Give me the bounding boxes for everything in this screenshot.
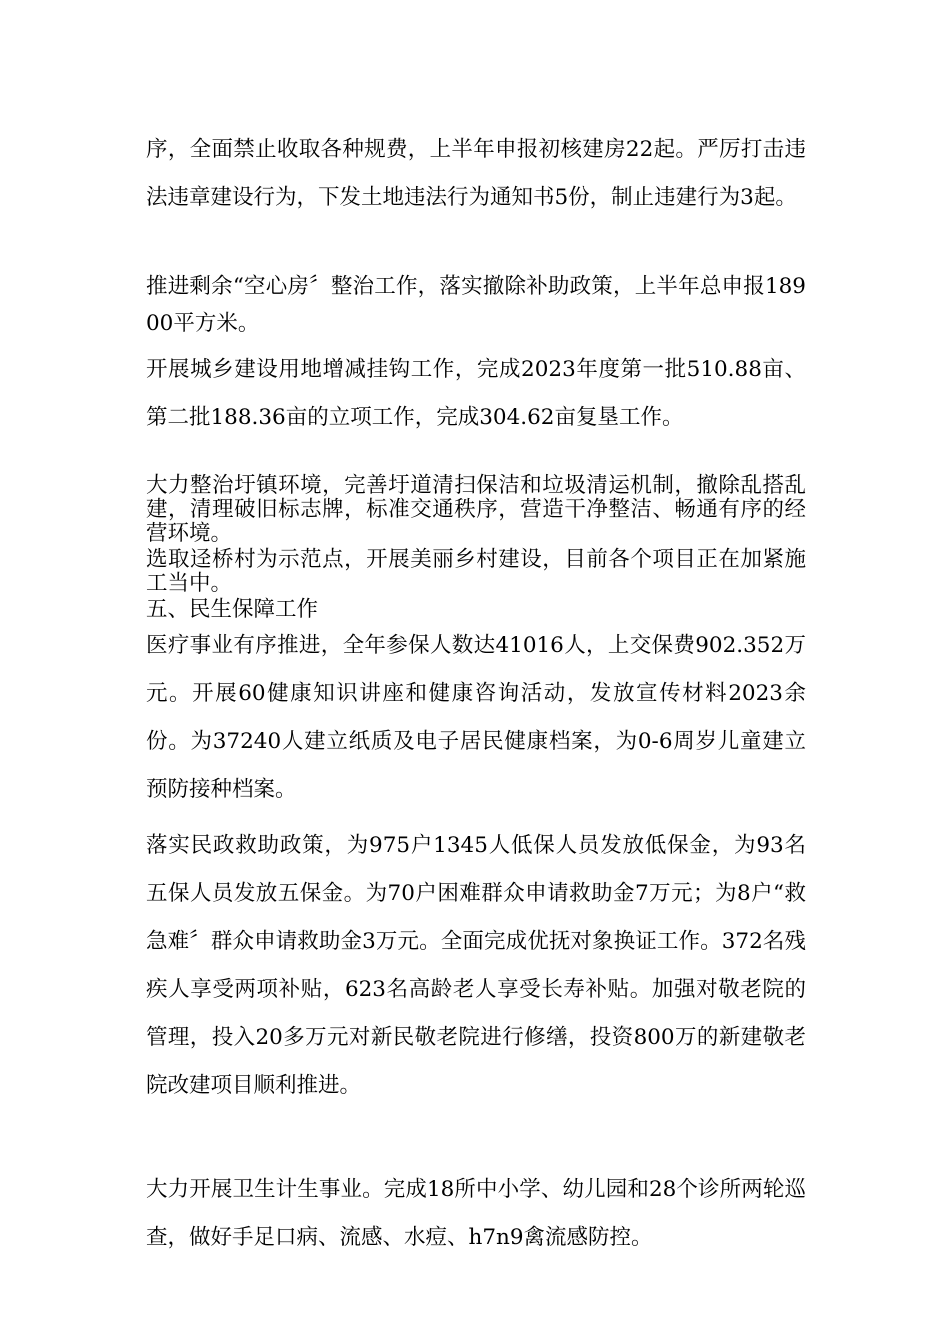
paragraph-land-linkage: 开展城乡建设用地增减挂钩工作，完成2023年度第一批510.88亩、第二批188.36亩的立项工作，完成304.62亩复垦工作。 bbox=[146, 357, 806, 430]
paragraph-land-fees: 序，全面禁止收取各种规费，上半年申报初核建房22起。严厉打击违法违章建设行为，下发土地违法行为通知书5份，制止违建行为3起。 bbox=[146, 137, 806, 210]
section-heading-livelihood: 五、民生保障工作 bbox=[146, 597, 319, 622]
paragraph-town-environment: 大力整治圩镇环境，完善圩道清扫保洁和垃圾清运机制，撤除乱搭乱建，清理破旧标志牌，标准交通秩序，营造干净整洁、畅通有序的经营环境。 bbox=[146, 473, 806, 546]
paragraph-beautiful-village: 选取迳桥村为示范点，开展美丽乡村建设，目前各个项目正在加紧施工当中。 bbox=[146, 547, 806, 596]
paragraph-medical: 医疗事业有序推进，全年参保人数达41016人，上交保费902.352万元。开展60健康知识讲座和健康咨询活动，发放宣传材料2023余份。为37240人建立纸质及电子居民健康档案，为0-6周岁儿童建立预防接种档案。 bbox=[146, 633, 806, 802]
paragraph-civil-affairs: 落实民政救助政策，为975户1345人低保人员发放低保金，为93名五保人员发放五保金。为70户困难群众申请救助金7万元；为8户“救急难〞群众申请救助金3万元。全面完成优抚对象换证工作。372名残疾人享受两项补贴，623名高龄老人享受长寿补贴。加强对敬老院的管理，投入20多万元对新民敬老院进行修缮，投资800万的新建敬老院改建项目顺利推进。 bbox=[146, 833, 806, 1098]
paragraph-health-planning: 大力开展卫生计生事业。完成18所中小学、幼儿园和28个诊所两轮巡查，做好手足口病、流感、水痘、h7n9禽流感防控。 bbox=[146, 1177, 806, 1250]
paragraph-hollow-houses: 推进剩余“空心房〞整治工作，落实撤除补助政策，上半年总申报18900平方米。 bbox=[146, 274, 806, 336]
